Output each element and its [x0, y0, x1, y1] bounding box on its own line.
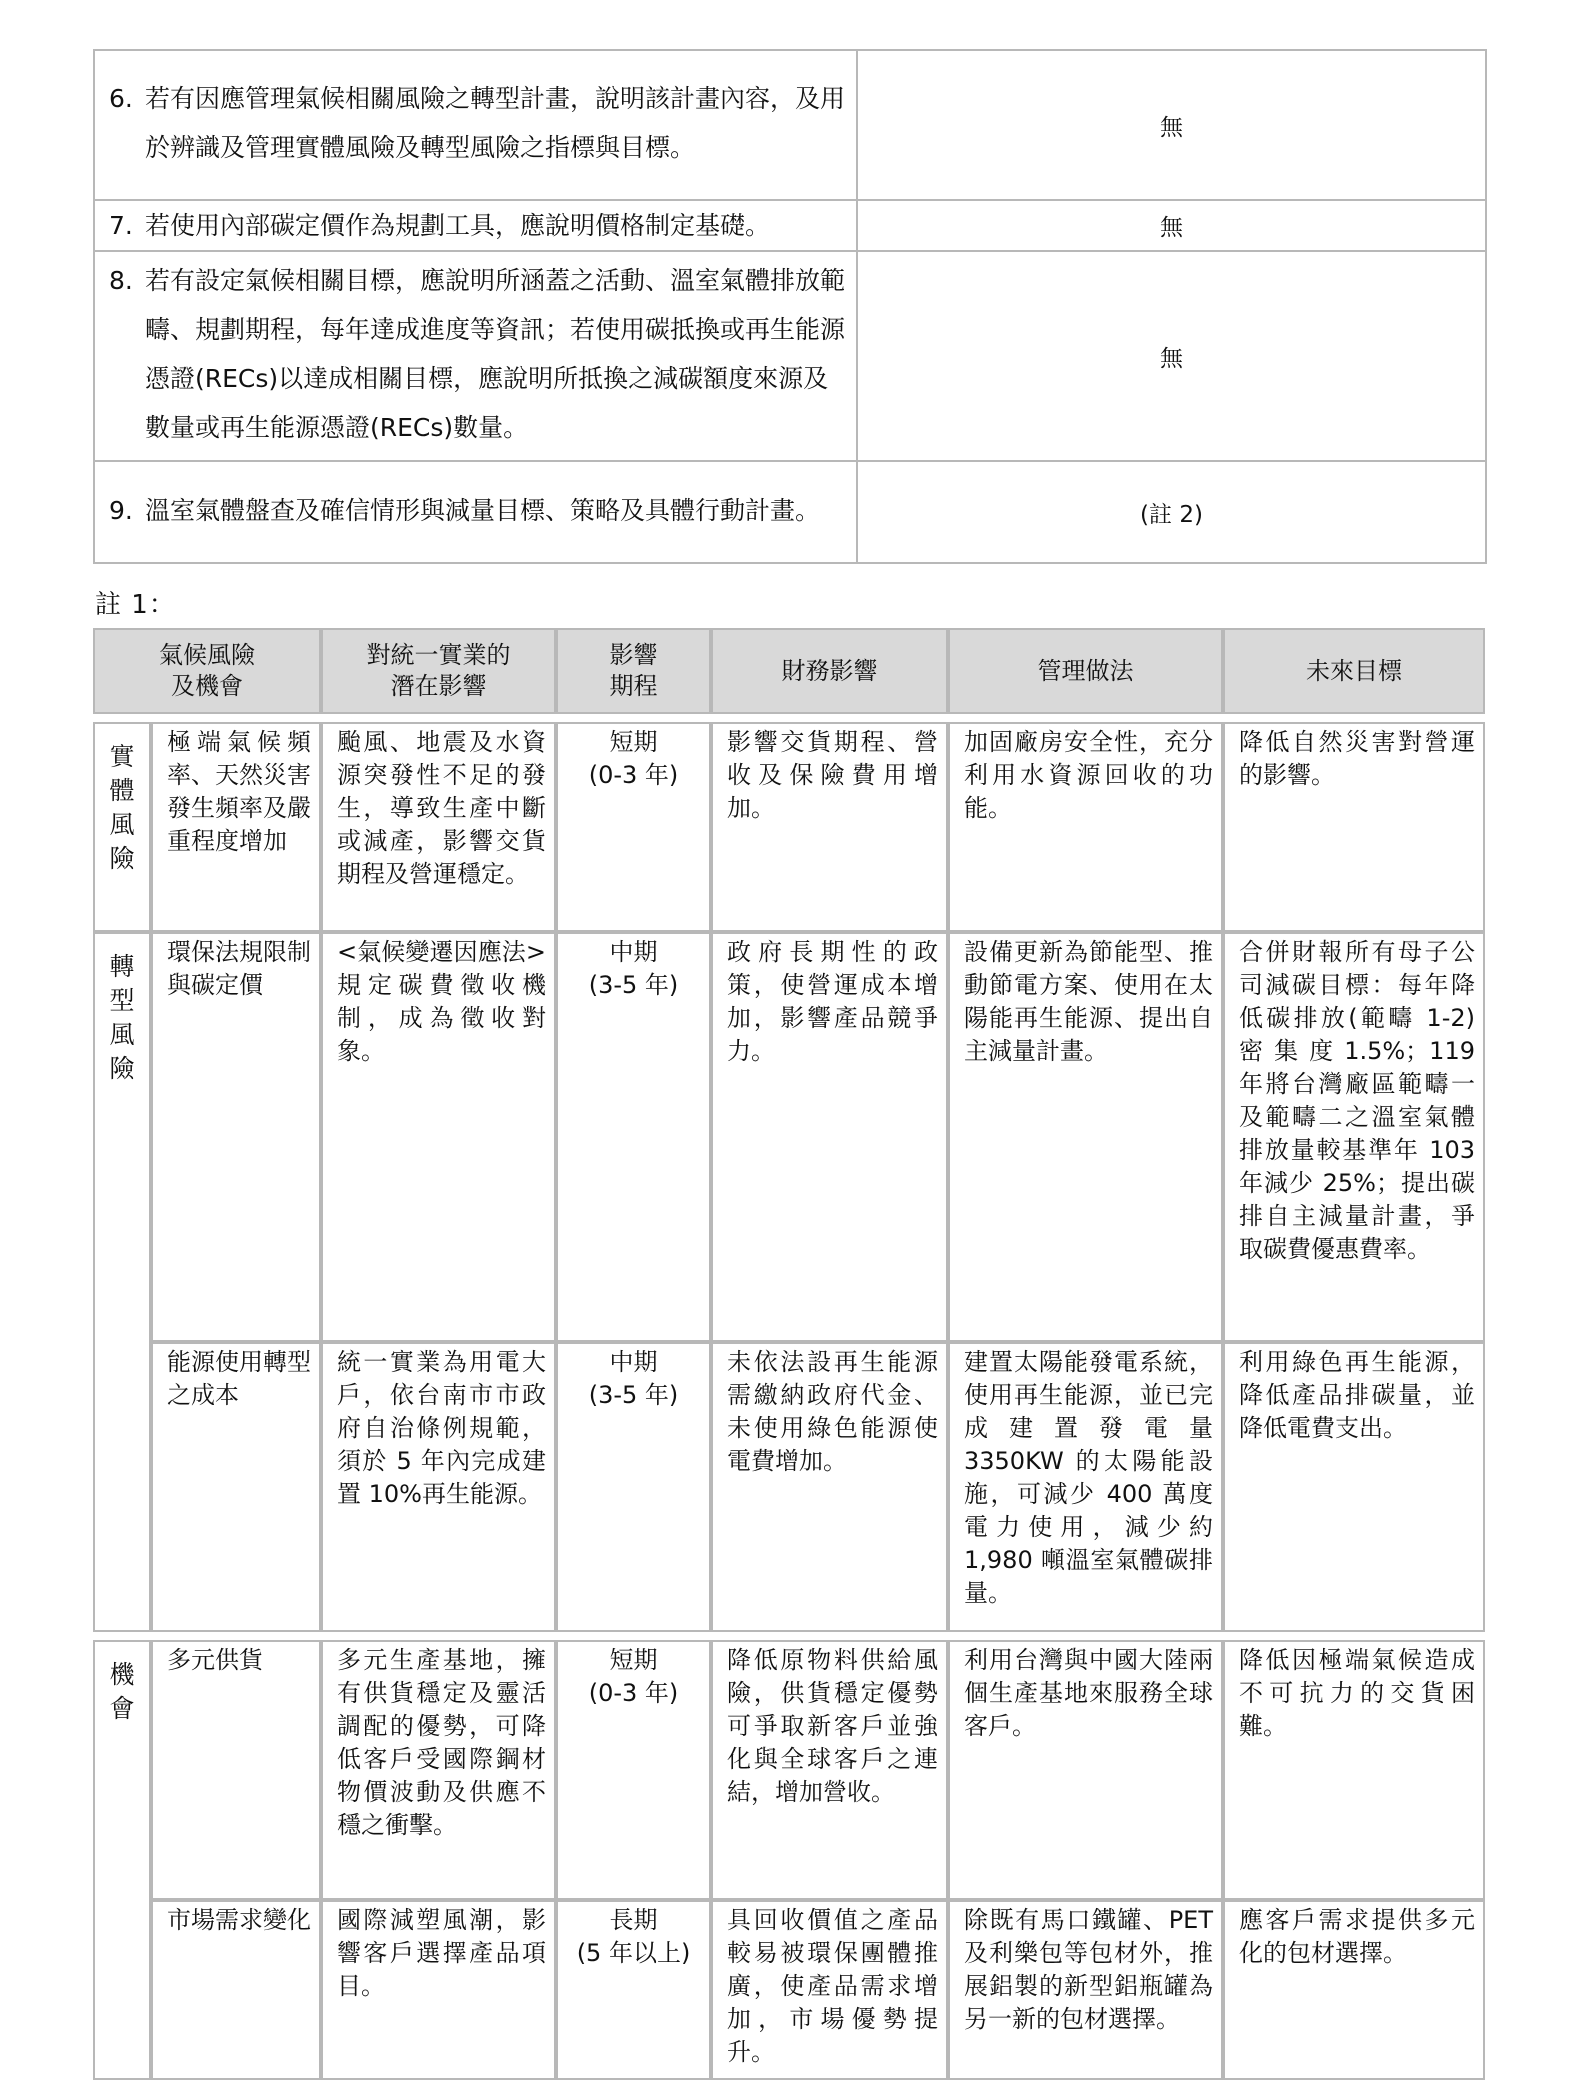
- question-cell: [94, 200, 857, 251]
- climate-risk-table: [93, 628, 1485, 2080]
- question-number: 9.: [109, 495, 133, 525]
- table-row: [93, 1900, 1485, 2080]
- target-cell: 利用綠色再生能源，降低產品排碳量，並降低電費支出。: [1223, 1342, 1485, 1632]
- header-risk: 氣候風險及機會: [93, 628, 321, 714]
- management-cell: 設備更新為節能型、推動節電方案、使用在太陽能再生能源、提出自主減量計畫。: [948, 932, 1223, 1342]
- answer-cell: (註 2): [857, 461, 1486, 563]
- period-cell: 長期 (5 年以上): [556, 1900, 711, 2080]
- management-cell: 建置太陽能發電系統，使用再生能源，並已完成建置發電量 3350KW 的太陽能設施，可減少 400 萬度電力使用，減少約 1,980 噸溫室氣體碳排量。: [948, 1342, 1223, 1632]
- period-cell: 中期 (3-5 年): [556, 1342, 711, 1632]
- question-number: 8.: [109, 266, 133, 295]
- impact-cell: 颱風、地震及水資源突發性不足的發生，導致生產中斷或減產，影響交貨期程及營運穩定。: [321, 722, 556, 932]
- risk-cell: 極端氣候頻率、天然災害發生頻率及嚴重程度增加: [151, 722, 321, 932]
- impact-cell: 多元生產基地，擁有供貨穩定及靈活調配的優勢，可降低客戶受國際鋼材物價波動及供應不穩之衝擊。: [321, 1640, 556, 1900]
- category-physical-risk: 實 體 風 險: [93, 722, 151, 932]
- financial-cell: 未依法設再生能源需繳納政府代金、未使用綠色能源使電費增加。: [711, 1342, 948, 1632]
- management-cell: 除既有馬口鐵罐、PET 及利樂包等包材外，推展鋁製的新型鋁瓶罐為另一新的包材選擇。: [948, 1900, 1223, 2080]
- question-cell: [94, 251, 857, 461]
- question-text: 溫室氣體盤查及確信情形與減量目標、策略及具體行動計畫。: [145, 495, 821, 525]
- question-number: 6.: [109, 84, 133, 113]
- answer-cell: 無: [857, 251, 1486, 461]
- impact-cell: 統一實業為用電大戶，依台南市市政府自治條例規範，須於 5 年內完成建置 10%再生能源。: [321, 1342, 556, 1632]
- disclosure-table: [93, 49, 1487, 564]
- financial-cell: 降低原物料供給風險，供貨穩定優勢可爭取新客戶並強化與全球客戶之連結，增加營收。: [711, 1640, 948, 1900]
- header-financial: 財務影響: [711, 628, 948, 714]
- financial-cell: 影響交貨期程、營收及保險費用增加。: [711, 722, 948, 932]
- financial-cell: 政府長期性的政策，使營運成本增加，影響產品競爭力。: [711, 932, 948, 1342]
- period-cell: 短期 (0-3 年): [556, 1640, 711, 1900]
- table-row: [94, 461, 1486, 563]
- target-cell: 降低自然災害對營運的影響。: [1223, 722, 1485, 932]
- period-cell: 中期 (3-5 年): [556, 932, 711, 1342]
- answer-cell: 無: [857, 200, 1486, 251]
- header-management: 管理做法: [948, 628, 1223, 714]
- table-row: [94, 200, 1486, 251]
- category-transition-risk: 轉 型 風 險: [93, 932, 151, 1632]
- management-cell: 利用台灣與中國大陸兩個生產基地來服務全球客戶。: [948, 1640, 1223, 1900]
- target-cell: 合併財報所有母子公司減碳目標：每年降低碳排放(範疇 1-2) 密 集 度 1.5%；119 年將台灣廠區範疇一及範疇二之溫室氣體排放量較基準年 103 年減少 25%；提出碳排自主減量計畫，爭取碳費優惠費率。: [1223, 932, 1485, 1342]
- target-cell: 降低因極端氣候造成不可抗力的交貨困難。: [1223, 1640, 1485, 1900]
- risk-cell: 多元供貨: [151, 1640, 321, 1900]
- header-row: [93, 628, 1485, 714]
- note-label: 註 1：: [95, 590, 176, 620]
- header-target: 未來目標: [1223, 628, 1485, 714]
- question-text: 若有設定氣候相關目標，應說明所涵蓋之活動、溫室氣體排放範疇、規劃期程，每年達成進度等資訊；若使用碳抵換或再生能源憑證(RECs)以達成相關目標，應說明所抵換之減碳額度來源及數量或再生能源憑證(RECs)數量。: [145, 266, 846, 442]
- question-number: 7.: [109, 211, 133, 240]
- risk-cell: 環保法規限制與碳定價: [151, 932, 321, 1342]
- management-cell: 加固廠房安全性，充分利用水資源回收的功能。: [948, 722, 1223, 932]
- impact-cell: <氣候變遷因應法> 規定碳費徵收機制，成為徵收對象。: [321, 932, 556, 1342]
- table-row: [94, 251, 1486, 461]
- question-text: 若使用內部碳定價作為規劃工具，應說明價格制定基礎。: [145, 211, 771, 240]
- financial-cell: 具回收價值之產品較易被環保團體推廣，使產品需求增加，市場優勢提升。: [711, 1900, 948, 2080]
- question-cell: [94, 50, 857, 200]
- header-period: 影響期程: [556, 628, 711, 714]
- target-cell: 應客戶需求提供多元化的包材選擇。: [1223, 1900, 1485, 2080]
- table-row: [93, 722, 1485, 932]
- impact-cell: 國際減塑風潮，影響客戶選擇產品項目。: [321, 1900, 556, 2080]
- answer-cell: 無: [857, 50, 1486, 200]
- header-impact: 對統一實業的潛在影響: [321, 628, 556, 714]
- risk-cell: 市場需求變化: [151, 1900, 321, 2080]
- question-text: 若有因應管理氣候相關風險之轉型計畫，說明該計畫內容，及用於辨識及管理實體風險及轉型風險之指標與目標。: [145, 84, 846, 162]
- question-cell: [94, 461, 857, 563]
- table-row: [93, 1342, 1485, 1632]
- category-opportunity: 機 會: [93, 1640, 151, 2080]
- period-cell: 短期 (0-3 年): [556, 722, 711, 932]
- table-row: [94, 50, 1486, 200]
- table-row: [93, 932, 1485, 1342]
- risk-cell: 能源使用轉型之成本: [151, 1342, 321, 1632]
- table-row: [93, 1640, 1485, 1900]
